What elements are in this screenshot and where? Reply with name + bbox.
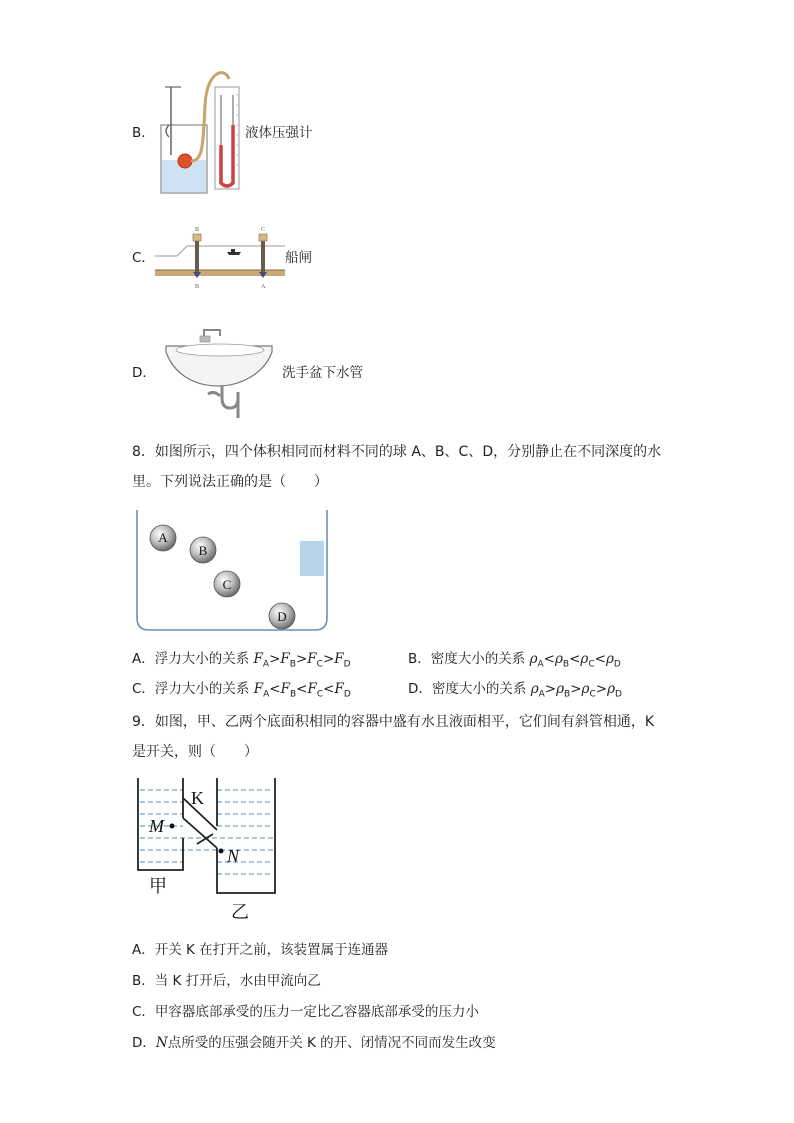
q8-stem-line2: 里。下列说法正确的是（ ）	[132, 474, 328, 490]
q9-option-a[interactable]: A．开关 K 在打开之前，该装置属于连通器	[132, 942, 389, 958]
svg-text:D: D	[277, 609, 287, 624]
ship-lock-label-bottom-right: A	[261, 284, 266, 290]
q8-stem-line1: 8．如图所示，四个体积相同而材料不同的球 A、B、C、D，分别静止在不同深度的水	[132, 444, 662, 460]
q7-option-b-letter: B．	[132, 125, 155, 141]
label-jia: 甲	[149, 876, 167, 896]
q8-option-d[interactable]: D．密度大小的关系 $\rho_A>\rho_B>\rho_C>\rho_D$	[408, 681, 622, 700]
ship-lock-label-bottom-left: B	[195, 284, 200, 290]
q8-option-c[interactable]: C．浮力大小的关系 $F_A<F_B<F_C<F_D$	[132, 681, 351, 700]
q7-option-b-caption: 液体压强计	[245, 125, 313, 141]
svg-text:A: A	[158, 530, 168, 545]
label-k: K	[191, 788, 204, 808]
q8-figure-tank	[135, 508, 330, 634]
ball-b	[190, 537, 216, 563]
washbasin-figure	[160, 320, 280, 420]
q8-option-a[interactable]: A．浮力大小的关系 $F_A>F_B>F_C>F_D$	[132, 651, 351, 670]
q9-option-d[interactable]: D．N点所受的压强会随开关 K 的开、闭情况不同而发生改变	[132, 1035, 496, 1051]
label-m: M	[149, 816, 164, 836]
q7-option-c-caption: 船闸	[285, 250, 312, 266]
ball-c	[214, 571, 240, 597]
ship-lock-label-top-left: B	[195, 227, 200, 233]
point-n	[219, 849, 224, 854]
svg-text:C: C	[222, 577, 232, 592]
ball-d	[269, 603, 295, 629]
svg-text:B: B	[198, 543, 208, 558]
q9-stem-line2: 是开关，则（ ）	[132, 744, 258, 760]
q9-figure-connected-containers	[135, 778, 280, 923]
ship-lock-figure	[155, 222, 285, 292]
q9-stem-line1: 9．如图，甲、乙两个底面积相同的容器中盛有水且液面相平，它们间有斜管相通，K	[132, 714, 655, 730]
q9-option-c[interactable]: C．甲容器底部承受的压力一定比乙容器底部承受的压力小	[132, 1004, 479, 1020]
ship-lock-label-top-right: C	[261, 227, 266, 233]
q9-option-b[interactable]: B．当 K 打开后，水由甲流向乙	[132, 973, 321, 989]
q7-option-d-caption: 洗手盆下水管	[282, 365, 363, 381]
q7-option-d-letter: D．	[132, 365, 156, 381]
ball-a	[150, 525, 176, 551]
q8-option-b[interactable]: B．密度大小的关系 $\rho_A<\rho_B<\rho_C<\rho_D$	[408, 651, 621, 670]
label-n: N	[227, 846, 240, 866]
label-yi: 乙	[231, 902, 249, 922]
point-m	[170, 824, 175, 829]
q7-option-c-letter: C．	[132, 250, 155, 266]
manometer-figure	[155, 65, 245, 195]
